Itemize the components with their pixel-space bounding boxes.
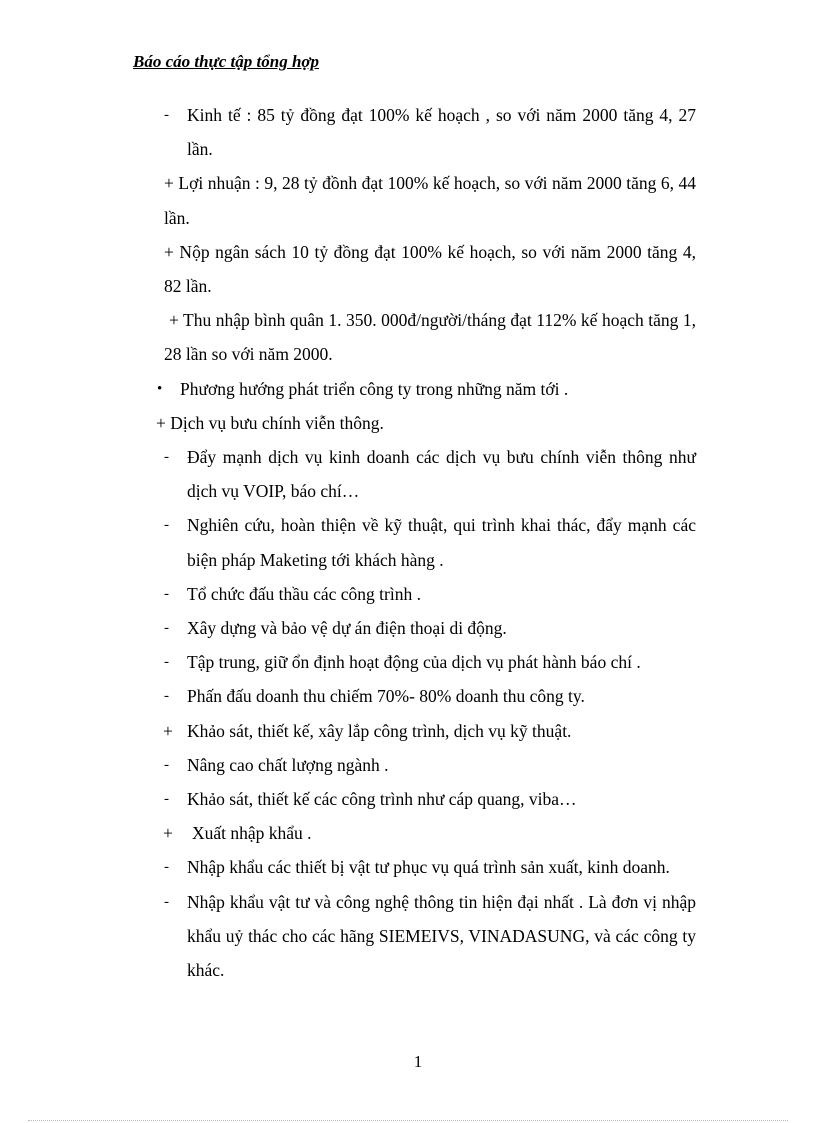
list-item: - Nhập khẩu vật tư và công nghệ thông tin hiện đại nhất . Là đơn vị nhập khẩu uỷ thác cho các hãng SIEMEIVS, VINADASUNG, và các công ty khác. — [187, 885, 696, 988]
dash-bullet: - — [164, 688, 169, 705]
subsection-heading: + Xuất nhập khẩu . — [192, 816, 696, 850]
list-item: + Nộp ngân sách 10 tỷ đồng đạt 100% kế hoạch, so với năm 2000 tăng 4, 82 lần. — [164, 241, 696, 297]
dash-bullet: - — [164, 449, 169, 466]
list-item: - Khảo sát, thiết kế các công trình như cáp quang, viba… — [187, 782, 696, 816]
dash-bullet: - — [164, 585, 169, 602]
dash-bullet: - — [164, 620, 169, 637]
list-item: - Nhập khẩu các thiết bị vật tư phục vụ quá trình sản xuất, kinh doanh. — [187, 850, 696, 884]
page-header: Báo cáo thực tập tổng hợp — [133, 52, 320, 71]
list-item: - Đẩy mạnh dịch vụ kinh doanh các dịch vụ bưu chính viễn thông như dịch vụ VOIP, báo chí… — [187, 440, 696, 508]
subsection-heading: + Khảo sát, thiết kế, xây lắp công trình, dịch vụ kỹ thuật. — [187, 714, 696, 748]
list-item: + Thu nhập bình quân 1. 350. 000đ/người/tháng đạt 112% kế hoạch tăng 1, 28 lần so với năm 2000. — [164, 310, 696, 365]
dash-bullet: - — [164, 756, 169, 773]
dash-bullet: - — [164, 517, 169, 534]
dash-bullet: - — [164, 893, 169, 910]
dash-bullet: - — [164, 859, 169, 876]
plus-bullet: + — [163, 720, 173, 741]
section-heading: • Phương hướng phát triển công ty trong những năm tới . — [180, 372, 696, 406]
page-number: 1 — [413, 1052, 423, 1071]
dash-bullet: - — [164, 654, 169, 671]
dash-bullet: - — [164, 107, 169, 123]
dash-bullet: - — [164, 791, 169, 808]
subsection-heading: + Dịch vụ bưu chính viễn thông. — [156, 412, 384, 433]
document-body — [0, 98, 816, 987]
list-item: - Kinh tế : 85 tỷ đồng đạt 100% kế hoạch , so với năm 2000 tăng 4, 27 lần. — [187, 98, 696, 166]
list-item: - Nâng cao chất lượng ngành . — [187, 748, 696, 782]
list-item: - Nghiên cứu, hoàn thiện về kỹ thuật, qui trình khai thác, đẩy mạnh các biện pháp Maketing tới khách hàng . — [187, 508, 696, 576]
list-item: - Xây dựng và bảo vệ dự án điện thoại di động. — [187, 611, 696, 645]
page-bottom-rule — [28, 1120, 788, 1121]
list-item: + Lợi nhuận : 9, 28 tỷ đồnh đạt 100% kế hoạch, so với năm 2000 tăng 6, 44 lần. — [164, 173, 696, 228]
list-item: - Tập trung, giữ ổn định hoạt động của dịch vụ phát hành báo chí . — [187, 645, 696, 679]
list-item: - Tổ chức đấu thầu các công trình . — [187, 577, 696, 611]
round-bullet: • — [157, 380, 163, 397]
list-item: - Phấn đấu doanh thu chiếm 70%- 80% doanh thu công ty. — [187, 679, 696, 713]
plus-bullet: + — [163, 823, 173, 844]
